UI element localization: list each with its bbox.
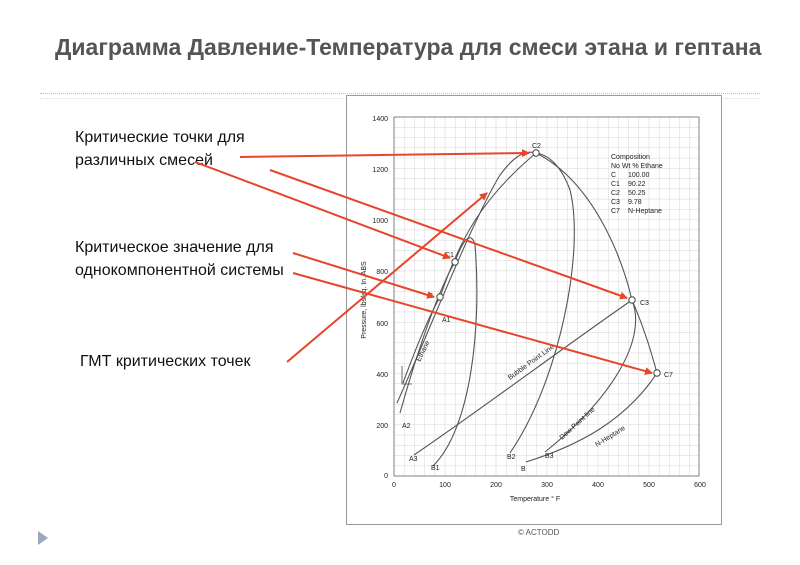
y-tick-200: 200 bbox=[376, 423, 388, 430]
label-b2: B2 bbox=[507, 454, 516, 461]
arrow-to-c3 bbox=[270, 170, 627, 298]
x-axis-title: Temperature ° F bbox=[509, 496, 561, 503]
y-tick-400: 400 bbox=[376, 372, 388, 379]
legend-row-name-c1: C1 bbox=[611, 181, 620, 188]
critical-point-c7 bbox=[654, 370, 660, 376]
legend-row-name-c7: C7 bbox=[611, 208, 620, 215]
y-tick-600: 600 bbox=[376, 321, 388, 328]
y-tick-1200: 1200 bbox=[372, 167, 388, 174]
callout-critical-locus: ГМТ критических точек bbox=[80, 353, 251, 370]
legend-row-value-c2: 50.25 bbox=[628, 190, 646, 197]
label-c7: C7 bbox=[664, 372, 673, 379]
x-tick-200: 200 bbox=[490, 482, 502, 489]
callout-critical-points: Критические точки для различных смесей bbox=[75, 129, 245, 169]
curve-label-dew: Dew Point line bbox=[558, 406, 597, 442]
slide-title: Диаграмма Давление-Температура для смеси этана и гептана bbox=[55, 34, 762, 60]
curve-label-ethane: Ethane bbox=[415, 339, 432, 363]
legend-row-value-c3: 9.78 bbox=[628, 199, 642, 206]
y-tick-1000: 1000 bbox=[372, 218, 388, 225]
curve-label-heptane: N-Heptane bbox=[594, 424, 627, 449]
ethane-vapor-pressure-curve bbox=[403, 297, 440, 383]
y-tick-0: 0 bbox=[384, 473, 388, 480]
label-a2: A2 bbox=[402, 423, 411, 430]
critical-points bbox=[437, 150, 660, 376]
label-b1: B1 bbox=[431, 465, 440, 472]
x-tick-100: 100 bbox=[439, 482, 451, 489]
x-tick-300: 300 bbox=[541, 482, 553, 489]
legend-row-value-c: 100.00 bbox=[628, 172, 650, 179]
heptane-vapor-pressure-curve bbox=[526, 373, 657, 462]
arrow-to-c1 bbox=[195, 162, 450, 258]
x-tick-400: 400 bbox=[592, 482, 604, 489]
legend-row-name-c3: C3 bbox=[611, 199, 620, 206]
composition-legend bbox=[611, 154, 663, 215]
legend-row-value-c7: N-Heptane bbox=[628, 208, 662, 215]
y-tick-800: 800 bbox=[376, 269, 388, 276]
label-a3: A3 bbox=[409, 456, 418, 463]
label-c1: C1 bbox=[445, 252, 454, 259]
y-tick-1400: 1400 bbox=[372, 116, 388, 123]
label-c: C bbox=[428, 293, 434, 300]
image-credit: © ACTODD bbox=[518, 528, 560, 537]
critical-point-c2 bbox=[533, 150, 539, 156]
critical-locus-curve bbox=[440, 153, 657, 373]
label-b: B bbox=[521, 466, 526, 473]
legend-title: Composition bbox=[611, 154, 650, 161]
curve-label-bubble: Bubble Point Line bbox=[507, 343, 556, 382]
critical-point-c bbox=[437, 294, 443, 300]
y-axis-title: Pressure, lbs/sq. In. ABS bbox=[361, 261, 368, 339]
critical-point-c1 bbox=[452, 259, 458, 265]
legend-header: No Wt % Ethane bbox=[611, 163, 663, 170]
label-a1: A1 bbox=[442, 317, 451, 324]
label-c2: C2 bbox=[532, 143, 541, 150]
callout-single-component: Критическое значение для однокомпонентной системы bbox=[75, 239, 284, 279]
label-b3: B3 bbox=[545, 453, 554, 460]
envelope-c2-bubble bbox=[397, 152, 536, 403]
label-c3: C3 bbox=[640, 300, 649, 307]
critical-point-c3 bbox=[629, 297, 635, 303]
envelope-c1-inner bbox=[433, 238, 477, 466]
x-tick-600: 600 bbox=[694, 482, 706, 489]
legend-row-name-c: C bbox=[611, 172, 617, 179]
slide-nav-arrow-icon[interactable] bbox=[38, 531, 48, 545]
envelope-c2-dew bbox=[510, 153, 574, 453]
legend-row-name-c2: C2 bbox=[611, 190, 620, 197]
x-tick-0: 0 bbox=[392, 482, 396, 489]
annotation-arrows bbox=[195, 153, 652, 373]
x-tick-500: 500 bbox=[643, 482, 655, 489]
envelope-c1-outer bbox=[400, 262, 455, 413]
legend-row-value-c1: 90.22 bbox=[628, 181, 646, 188]
